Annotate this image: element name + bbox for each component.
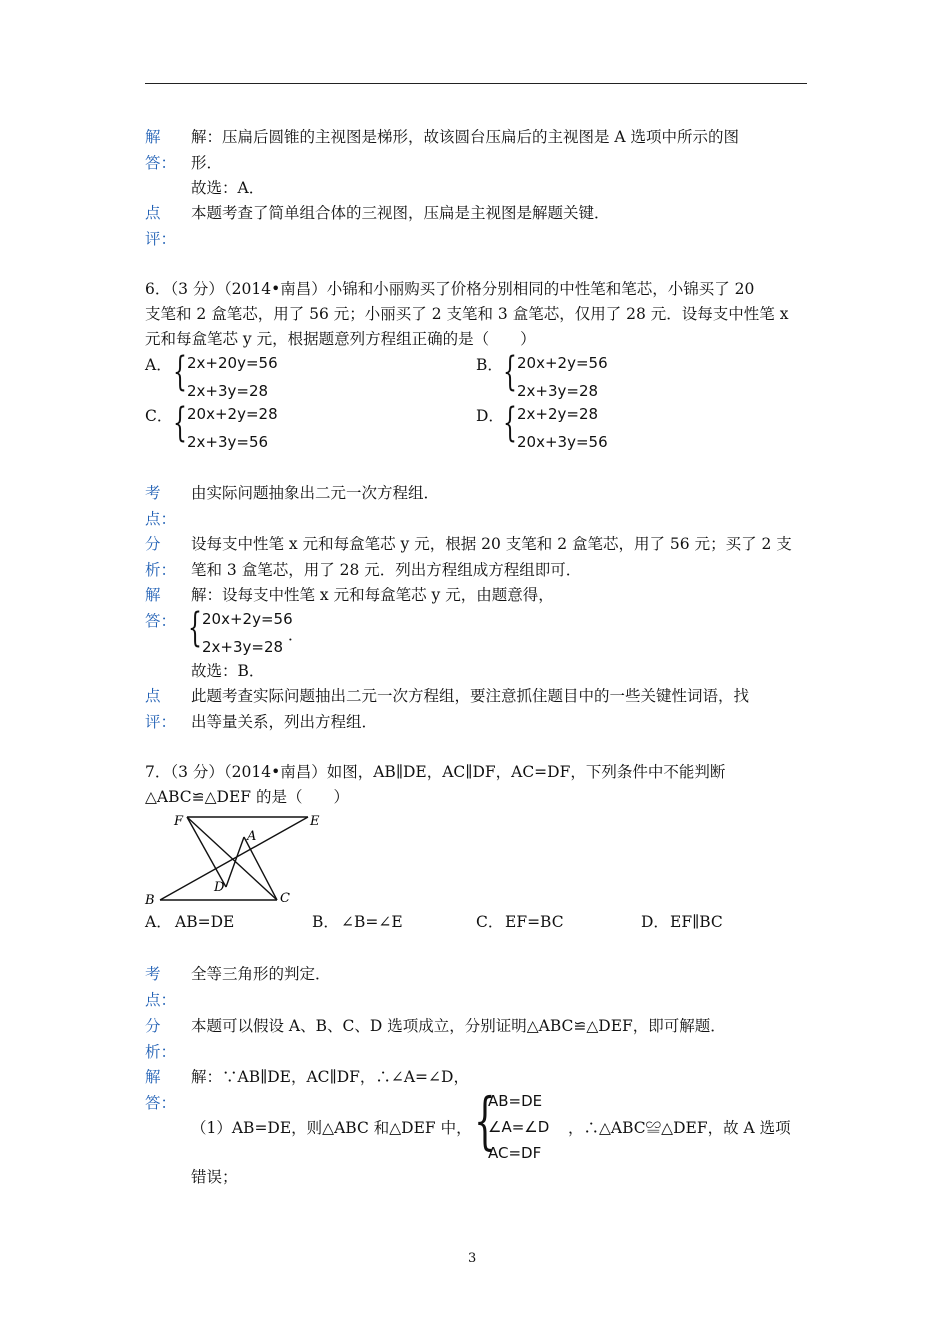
label-F: F [174, 814, 184, 829]
q6-fen-label-1: 分 [145, 535, 161, 553]
prev-answer-line-1: 解：压扁后圆锥的主视图是梯形，故该圆台压扁后的主视图是 A 选项中所示的图 [191, 128, 740, 146]
q6-dian-line-2: 出等量关系，列出方程组． [191, 713, 378, 731]
line-FD [187, 817, 226, 887]
prev-answer-line-2: 形． [191, 154, 223, 172]
dian-label-2: 评： [145, 230, 177, 248]
q7-case1-prefix: （1）AB=DE，则△ABC 和△DEF 中， [191, 1119, 472, 1137]
q6-dian-line-1: 此题考查实际问题抽出二元一次方程组，要注意抓住题目中的一些关键性词语，找 [191, 687, 750, 705]
q6-option-a-eq1: 2x+20y=56 [187, 354, 278, 372]
q7-kao-label-1: 考 [145, 965, 161, 983]
q6-fen-label-2: 析： [145, 561, 177, 579]
line-AC [244, 837, 277, 900]
q7-case1-eq2: ∠A=∠D [488, 1118, 550, 1136]
q7-option-d-text: EF∥BC [670, 913, 723, 931]
q6-option-d-brace: { [503, 400, 517, 446]
q6-option-b-eq2: 2x+3y=28 [517, 382, 599, 400]
q7-option-c-label: C． [476, 913, 504, 931]
q6-option-a-eq2: 2x+3y=28 [187, 382, 269, 400]
q7-option-a-text: AB=DE [175, 913, 235, 931]
q6-system-eq2: 2x+3y=28 [202, 638, 284, 656]
header-rule [145, 83, 807, 84]
q6-option-c-eq1: 20x+2y=28 [187, 405, 278, 423]
q6-stem-line-2: 支笔和 2 盒笔芯，用了 56 元；小丽买了 2 支笔和 3 盒笔芯，仅用了 28 元．设每支中性笔 x [145, 305, 789, 323]
label-A: A [247, 829, 257, 844]
q6-option-c-label: C． [145, 407, 173, 425]
q6-jie-text: 解：设每支中性笔 x 元和每盒笔芯 y 元，由题意得， [191, 586, 554, 604]
q7-stem-line-2: △ABC≌△DEF 的是（ ） [145, 788, 349, 806]
line-EB [160, 817, 308, 900]
label-E: E [310, 814, 320, 829]
q6-jie-label-2: 答： [145, 612, 177, 630]
label-D: D [214, 880, 225, 895]
q7-option-b-label: B． [312, 913, 339, 931]
q6-stem-line-3: 元和每盒笔芯 y 元，根据题意列方程组正确的是（ ） [145, 330, 536, 348]
q7-fen-text: 本题可以假设 A、B、C、D 选项成立，分别证明△ABC≌△DEF，即可解题． [191, 1017, 726, 1035]
q7-option-c-text: EF=BC [505, 913, 564, 931]
q6-fen-line-1: 设每支中性笔 x 元和每盒笔芯 y 元，根据 20 支笔和 2 盒笔芯，用了 56 元；买了 2 支 [191, 535, 792, 553]
q7-fen-label-2: 析： [145, 1043, 177, 1061]
q7-fen-label-1: 分 [145, 1017, 161, 1035]
q6-kao-text: 由实际问题抽象出二元一次方程组． [191, 484, 440, 502]
line-CF [187, 817, 277, 900]
q6-option-b-eq1: 20x+2y=56 [517, 354, 608, 372]
prev-comment: 本题考查了简单组合体的三视图，压扁是主视图是解题关键． [191, 204, 610, 222]
prev-answer-choice: 故选：A． [191, 179, 265, 197]
q7-stem-line-1: 7．（3 分）（2014•南昌）如图，AB∥DE，AC∥DF，AC=DF，下列条件中不能判断 [145, 763, 726, 781]
q6-dian-label-2: 评： [145, 713, 177, 731]
q6-stem-line-1: 6．（3 分）（2014•南昌）小锦和小丽购买了价格分别相同的中性笔和笔芯，小锦买了 20 [145, 280, 755, 298]
q7-case1-eq1: AB=DE [488, 1092, 543, 1110]
q6-system-brace: { [188, 605, 202, 651]
q6-dian-label-1: 点 [145, 687, 161, 705]
label-C: C [280, 891, 290, 906]
q7-case1-suffix: ，∴△ABC≌△DEF，故 A 选项 [568, 1119, 791, 1137]
q6-fen-line-2: 笔和 3 盒笔芯，用了 28 元．列出方程组成方程组即可． [191, 561, 582, 579]
q7-kao-label-2: 点： [145, 991, 177, 1009]
q6-kao-label-2: 点： [145, 510, 177, 528]
q6-option-b-label: B． [476, 356, 503, 374]
jie-label-1: 解 [145, 128, 161, 146]
q7-option-a-label: A． [145, 913, 172, 931]
q7-case1-eq3: AC=DF [488, 1144, 542, 1162]
jie-label-2: 答： [145, 154, 177, 172]
q6-system-period: ． [288, 626, 304, 644]
q6-option-a-label: A． [145, 356, 172, 374]
q7-case1-end: 错误； [191, 1168, 238, 1186]
q6-option-d-label: D． [476, 407, 504, 425]
q6-kao-label-1: 考 [145, 484, 161, 502]
q6-option-c-brace: { [173, 400, 187, 446]
q6-choice: 故选：B． [191, 662, 265, 680]
q6-option-c-eq2: 2x+3y=56 [187, 433, 269, 451]
q6-option-b-brace: { [503, 349, 517, 395]
q7-jie-text: 解：∵AB∥DE，AC∥DF，∴∠A=∠D， [191, 1068, 469, 1086]
label-B: B [145, 893, 155, 908]
page-number: 3 [468, 1251, 477, 1266]
q7-geometry-figure [140, 810, 340, 910]
q6-jie-label-1: 解 [145, 586, 161, 604]
q6-system-eq1: 20x+2y=56 [202, 610, 293, 628]
dian-label-1: 点 [145, 204, 161, 222]
q6-option-d-eq1: 2x+2y=28 [517, 405, 599, 423]
q7-kao-text: 全等三角形的判定． [191, 965, 331, 983]
q7-case1-brace: { [474, 1084, 496, 1157]
q7-jie-label-1: 解 [145, 1068, 161, 1086]
q7-option-d-label: D． [641, 913, 669, 931]
q6-option-a-brace: { [173, 349, 187, 395]
q7-jie-label-2: 答： [145, 1094, 177, 1112]
q7-option-b-text: ∠B=∠E [341, 913, 403, 931]
q6-option-d-eq2: 20x+3y=56 [517, 433, 608, 451]
